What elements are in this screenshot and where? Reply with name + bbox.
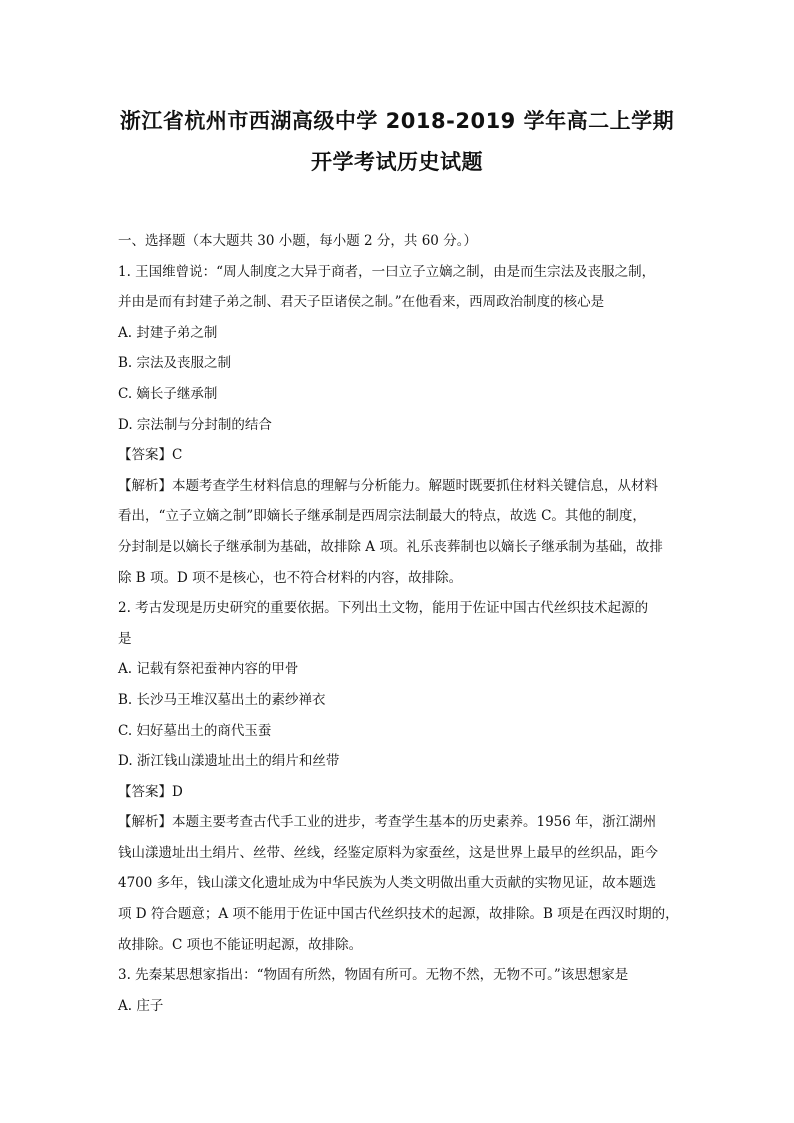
analysis-line: 钱山漾遗址出土绢片、丝带、丝线，经鉴定原料为家蚕丝，这是世界上最早的丝织品，距今: [118, 844, 658, 861]
question-1: [118, 257, 678, 594]
analysis-line: 故排除。C 项也不能证明起源，故排除。: [118, 936, 363, 953]
answer-label: 【答案】: [118, 447, 172, 464]
option-d: D. 宗法制与分封制的结合: [118, 416, 272, 433]
section-heading: 一、选择题（本大题共 30 小题，每小题 2 分，共 60 分。）: [118, 233, 477, 249]
option-b: B. 长沙马王堆汉墓出土的素纱禅衣: [118, 691, 326, 708]
option-c: C. 妇好墓出土的商代玉蚕: [118, 722, 272, 739]
analysis-line: [118, 471, 678, 502]
option-a: A. 庄子: [118, 997, 164, 1014]
question-stem-line: 是: [118, 630, 132, 647]
answer-label: 【答案】: [118, 783, 172, 800]
analysis-line: 4700 多年，钱山漾文化遗址成为中华民族为人类文明做出重大贡献的实物见证，故本题选: [118, 875, 657, 892]
option-b: B. 宗法及丧服之制: [118, 355, 232, 372]
analysis-line: 项 D 符合题意；A 项不能用于佐证中国古代丝织技术的起源，故排除。B 项是在西汉时期的，: [118, 906, 679, 923]
question-2: [118, 593, 678, 960]
answer-line: [118, 777, 678, 808]
answer-value: D: [172, 783, 183, 800]
analysis-text: 本题考查学生材料信息的理解与分析能力。解题时既要抓住材料关键信息，从材料: [172, 477, 658, 494]
analysis-line: 除 B 项。D 项不是核心，也不符合材料的内容，故排除。: [118, 569, 463, 586]
question-stem-line: 2. 考古发现是历史研究的重要依据。下列出土文物，能用于佐证中国古代丝织技术起源的: [118, 600, 649, 617]
question-3: [118, 960, 678, 1021]
analysis-text: 本题主要考查古代手工业的进步，考查学生基本的历史素养。1956 年，浙江湖州: [172, 814, 657, 831]
question-stem-line: 并由是而有封建子弟之制、君天子臣诸侯之制。”在他看来，西周政治制度的核心是: [118, 294, 605, 311]
option-a: A. 记载有祭祀蚕神内容的甲骨: [118, 661, 299, 678]
analysis-label: 【解析】: [118, 477, 172, 494]
page-subtitle: 开学考试历史试题: [311, 150, 483, 174]
option-d: D. 浙江钱山漾遗址出土的绢片和丝带: [118, 753, 340, 770]
question-stem-line: 1. 王国维曾说：“周人制度之大异于商者，一曰立子立嫡之制，由是而生宗法及丧服之制，: [118, 263, 656, 280]
answer-line: [118, 440, 678, 471]
option-c: C. 嫡长子继承制: [118, 385, 218, 402]
option-a: A. 封建子弟之制: [118, 324, 218, 341]
document-body: [118, 226, 678, 1021]
analysis-line: [118, 807, 678, 838]
page-title: 浙江省杭州市西湖高级中学 2018-2019 学年高二上学期: [119, 109, 675, 133]
question-stem-line: 3. 先秦某思想家指出：“物固有所然，物固有所可。无物不然，无物不可。”该思想家是: [118, 967, 629, 984]
analysis-line: 看出，“立子立嫡之制”即嫡长子继承制是西周宗法制最大的特点，故选 C。其他的制度，: [118, 508, 646, 525]
analysis-label: 【解析】: [118, 814, 172, 831]
analysis-line: 分封制是以嫡长子继承制为基础，故排除 A 项。礼乐丧葬制也以嫡长子继承制为基础，故排: [118, 538, 663, 555]
answer-value: C: [172, 447, 183, 464]
